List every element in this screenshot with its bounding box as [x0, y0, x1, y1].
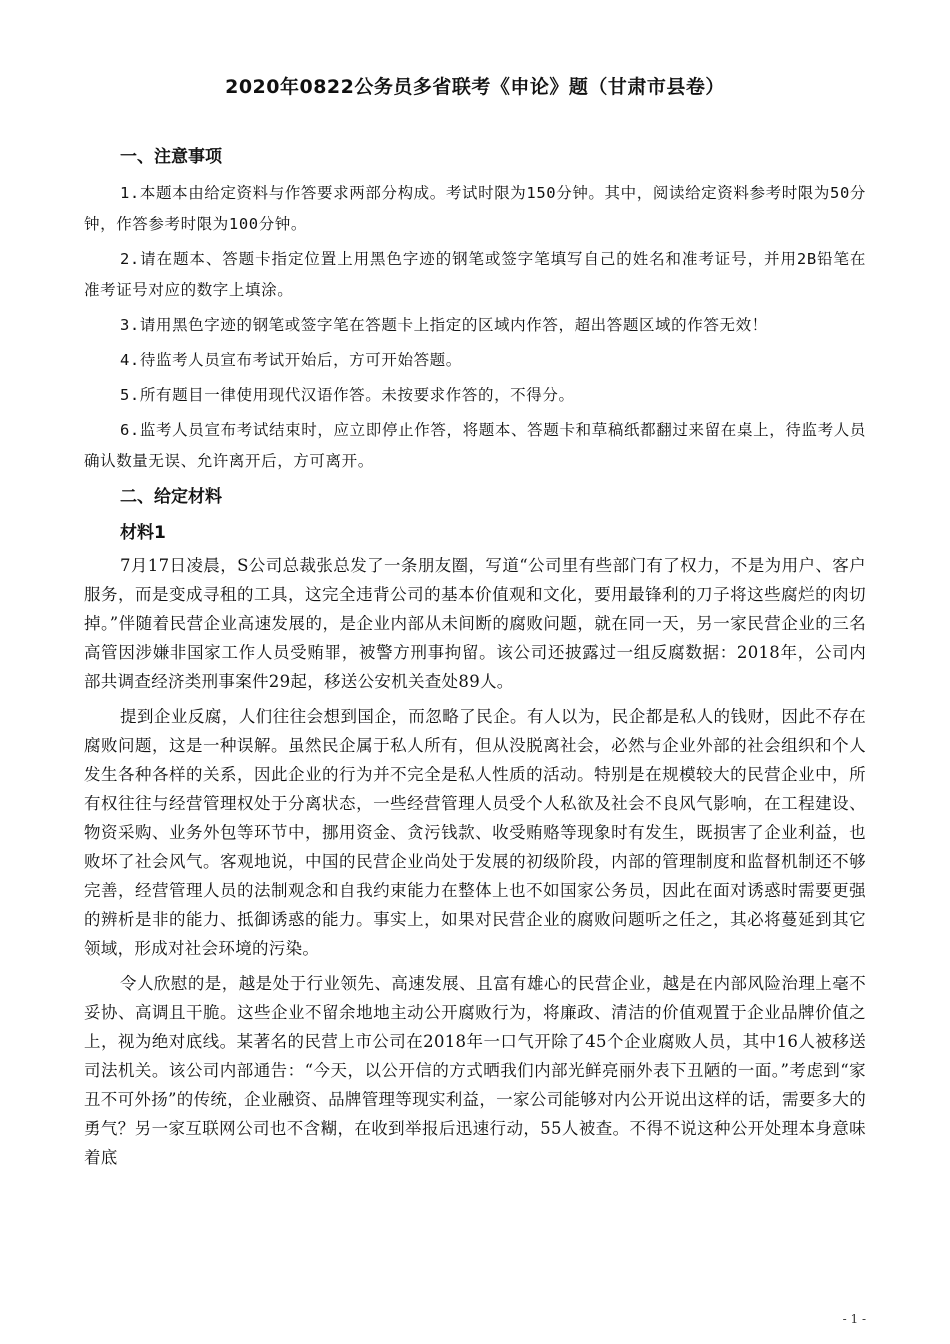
material-paragraph: 7月17日凌晨，S公司总裁张总发了一条朋友圈，写道“公司里有些部门有了权力，不是为用户、客户服务，而是变成寻租的工具，这完全违背公司的基本价值观和文化，要用最锋利的刀子将这些腐烂的肉切掉。”伴随着民营企业高速发展的，是企业内部从未间断的腐败问题，就在同一天，另一家民营企业的三名高管因涉嫌非国家工作人员受贿罪，被警方刑事拘留。该公司还披露过一组反腐数据：2018年，公司内部共调查经济类刑事案件29起，移送公安机关查处89人。 — [84, 556, 866, 691]
notice-item: 1.本题本由给定资料与作答要求两部分构成。考试时限为150分钟。其中，阅读给定资料参考时限为50分钟，作答参考时限为100分钟。 — [84, 184, 866, 233]
notice-item: 6.监考人员宣布考试结束时，应立即停止作答，将题本、答题卡和草稿纸都翻过来留在桌上，待监考人员确认数量无误、允许离开后，方可离开。 — [84, 421, 866, 470]
material-paragraph: 提到企业反腐，人们往往会想到国企，而忽略了民企。有人以为，民企都是私人的钱财，因此不存在腐败问题，这是一种误解。虽然民企属于私人所有，但从没脱离社会，必然与企业外部的社会组织和个人发生各种各样的关系，因此企业的行为并不完全是私人性质的活动。特别是在规模较大的民营企业中，所有权往往与经营管理权处于分离状态，一些经营管理人员受个人私欲及社会不良风气影响，在工程建设、物资采购、业务外包等环节中，挪用资金、贪污钱款、收受贿赂等现象时有发生，既损害了企业利益，也败坏了社会风气。客观地说，中国的民营企业尚处于发展的初级阶段，内部的管理制度和监督机制还不够完善，经营管理人员的法制观念和自我约束能力在整体上也不如国家公务员，因此在面对诱惑时需要更强的辨析是非的能力、抵御诱惑的能力。事实上，如果对民营企业的腐败问题听之任之，其必将蔓延到其它领域，形成对社会环境的污染。 — [84, 707, 866, 958]
notice-item: 3.请用黑色字迹的钢笔或签字笔在答题卡上指定的区域内作答，超出答题区域的作答无效！ — [120, 316, 768, 334]
material-paragraph: 令人欣慰的是，越是处于行业领先、高速发展、且富有雄心的民营企业，越是在内部风险治理上毫不妥协、高调且干脆。这些企业不留余地地主动公开腐败行为，将廉政、清洁的价值观置于企业品牌价值之上，视为绝对底线。某著名的民营上市公司在2018年一口气开除了45个企业腐败人员，其中16人被移送司法机关。该公司内部通告：“今天，以公开信的方式晒我们内部光鲜亮丽外表下丑陋的一面。”考虑到“家丑不可外扬”的传统，企业融资、品牌管理等现实利益，一家公司能够对内公开说出这样的话，需要多大的勇气？另一家互联网公司也不含糊，在收到举报后迅速行动，55人被查。不得不说这种公开处理本身意味着底 — [84, 974, 866, 1167]
material-label: 材料1 — [120, 523, 166, 543]
notice-item: 5.所有题目一律使用现代汉语作答。未按要求作答的，不得分。 — [120, 386, 575, 404]
section-heading-notice: 一、注意事项 — [120, 147, 222, 167]
page-number: - 1 - — [842, 1312, 866, 1326]
document-body — [84, 141, 866, 1178]
notice-item: 2.请在题本、答题卡指定位置上用黑色字迹的钢笔或签字笔填写自己的姓名和准考证号，并用2B铅笔在准考证号对应的数字上填涂。 — [84, 250, 866, 299]
notice-list — [84, 178, 866, 477]
section-heading-materials: 二、给定材料 — [120, 487, 222, 507]
material-text — [84, 551, 866, 1172]
page-title: 2020年0822公务员多省联考《申论》题（甘肃市县卷） — [225, 76, 725, 98]
notice-item: 4.待监考人员宣布考试开始后，方可开始答题。 — [120, 351, 462, 369]
